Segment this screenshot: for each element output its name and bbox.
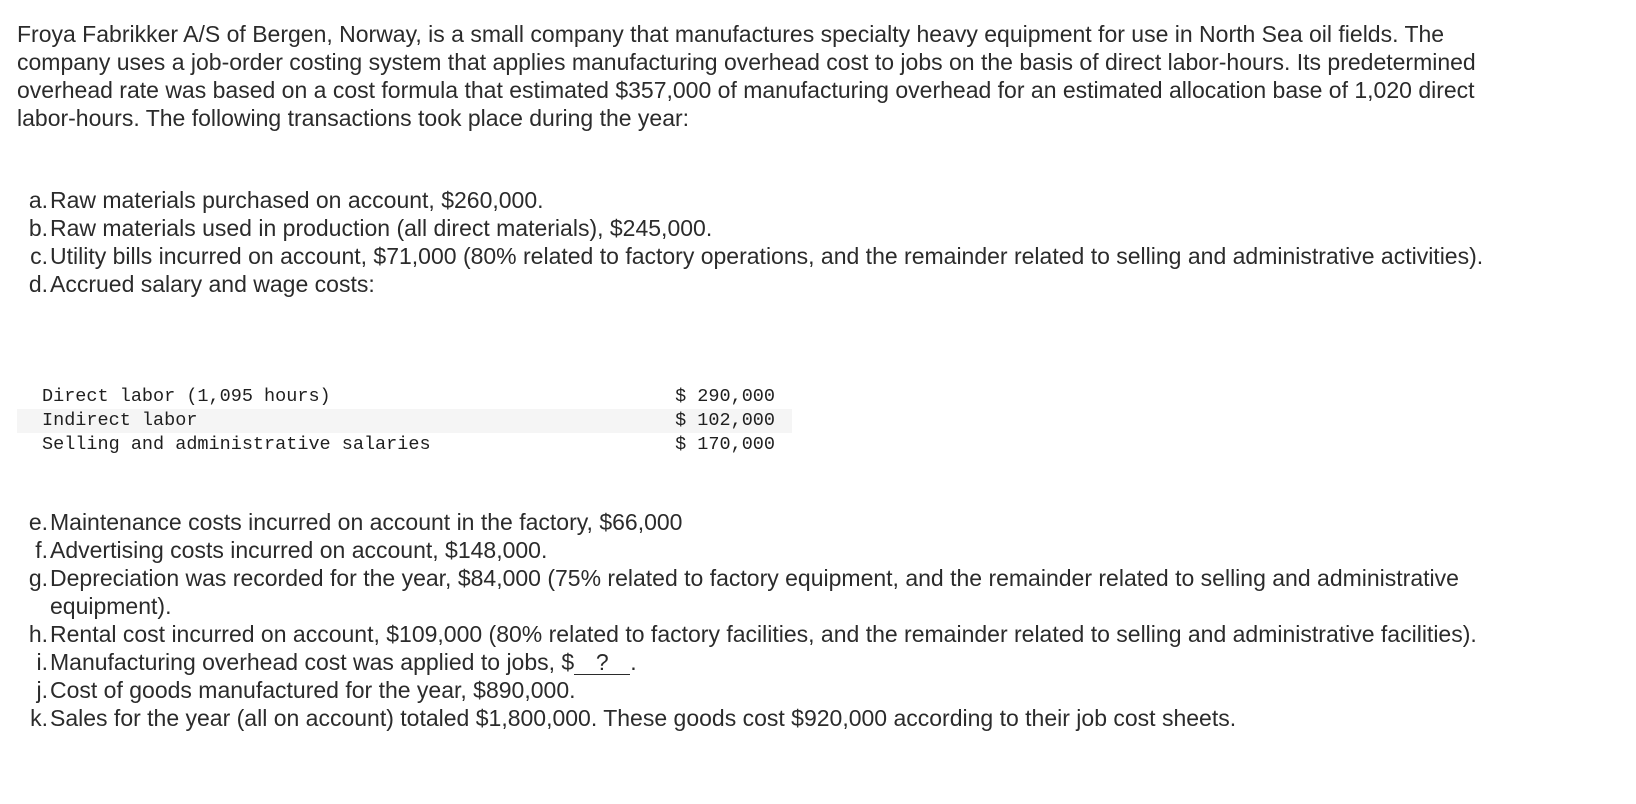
item-text: Advertising costs incurred on account, $148,000. [50, 537, 548, 563]
item-marker: k. [30, 705, 48, 731]
wage-amount: $ 170,000 [675, 434, 775, 455]
item-text: Utility bills incurred on account, $71,000 (80% related to factory operations, and the remainder related to selling and administrative activities). [50, 243, 1484, 269]
wage-amount: $ 102,000 [675, 410, 775, 431]
wage-costs-table [17, 385, 792, 457]
transaction-item-i [0, 648, 1520, 676]
item-marker: j. [36, 677, 48, 703]
transaction-item-e [0, 508, 1520, 536]
item-text: Cost of goods manufactured for the year, $890,000. [50, 677, 576, 703]
transaction-list-part2 [0, 508, 1520, 732]
item-text: Sales for the year (all on account) totaled $1,800,000. These goods cost $920,000 according to their job cost sheets. [50, 705, 1237, 731]
item-marker: a. [28, 187, 48, 213]
item-text: Maintenance costs incurred on account in the factory, $66,000 [50, 509, 683, 535]
problem-intro: Froya Fabrikker A/S of Bergen, Norway, is a small company that manufactures specialty heavy equipment for use in North Sea oil fields. The company uses a job-order costing system that applies manufacturing overhead cost to jobs on the basis of direct labor-hours. Its predetermined overhead rate was based on a cost formula that estimated $357,000 of manufacturing overhead for an estimated allocation base of 1,020 direct labor-hours. The following transactions took place during the year: [17, 21, 1476, 131]
transaction-item-f [0, 536, 1520, 564]
transaction-item-c [0, 242, 1520, 270]
transaction-item-d [0, 270, 1520, 298]
transaction-list-part1 [0, 186, 1520, 298]
item-suffix: . [630, 649, 637, 675]
transaction-item-k [0, 704, 1520, 732]
item-marker: g. [28, 565, 48, 591]
item-marker: e. [28, 509, 48, 535]
item-marker: b. [28, 215, 48, 241]
item-marker: h. [28, 621, 48, 647]
item-text: Depreciation was recorded for the year, $84,000 (75% related to factory equipment, and the remainder related to selling and administrative equipment). [50, 565, 1459, 619]
wage-row-selling-admin [17, 433, 792, 457]
item-text: Accrued salary and wage costs: [50, 271, 375, 297]
item-text: Manufacturing overhead cost was applied to jobs, $ [50, 649, 575, 675]
wage-label: Indirect labor [42, 410, 198, 431]
item-marker: d. [28, 271, 48, 297]
transaction-item-j [0, 676, 1520, 704]
item-text: Raw materials purchased on account, $260,000. [50, 187, 544, 213]
wage-row-indirect-labor [17, 409, 792, 433]
answer-blank: ? [574, 650, 630, 675]
wage-label: Direct labor (1,095 hours) [42, 386, 331, 407]
transaction-item-h [0, 620, 1520, 648]
item-text: Raw materials used in production (all direct materials), $245,000. [50, 215, 713, 241]
item-marker: c. [30, 243, 48, 269]
item-marker: i. [36, 649, 48, 675]
transaction-item-a [0, 186, 1520, 214]
transaction-item-b [0, 214, 1520, 242]
wage-row-direct-labor [17, 385, 792, 409]
wage-amount: $ 290,000 [675, 386, 775, 407]
item-text: Rental cost incurred on account, $109,000 (80% related to factory facilities, and the remainder related to selling and administrative facilities). [50, 621, 1477, 647]
item-marker: f. [35, 537, 48, 563]
wage-label: Selling and administrative salaries [42, 434, 431, 455]
transaction-item-g [0, 564, 1520, 620]
